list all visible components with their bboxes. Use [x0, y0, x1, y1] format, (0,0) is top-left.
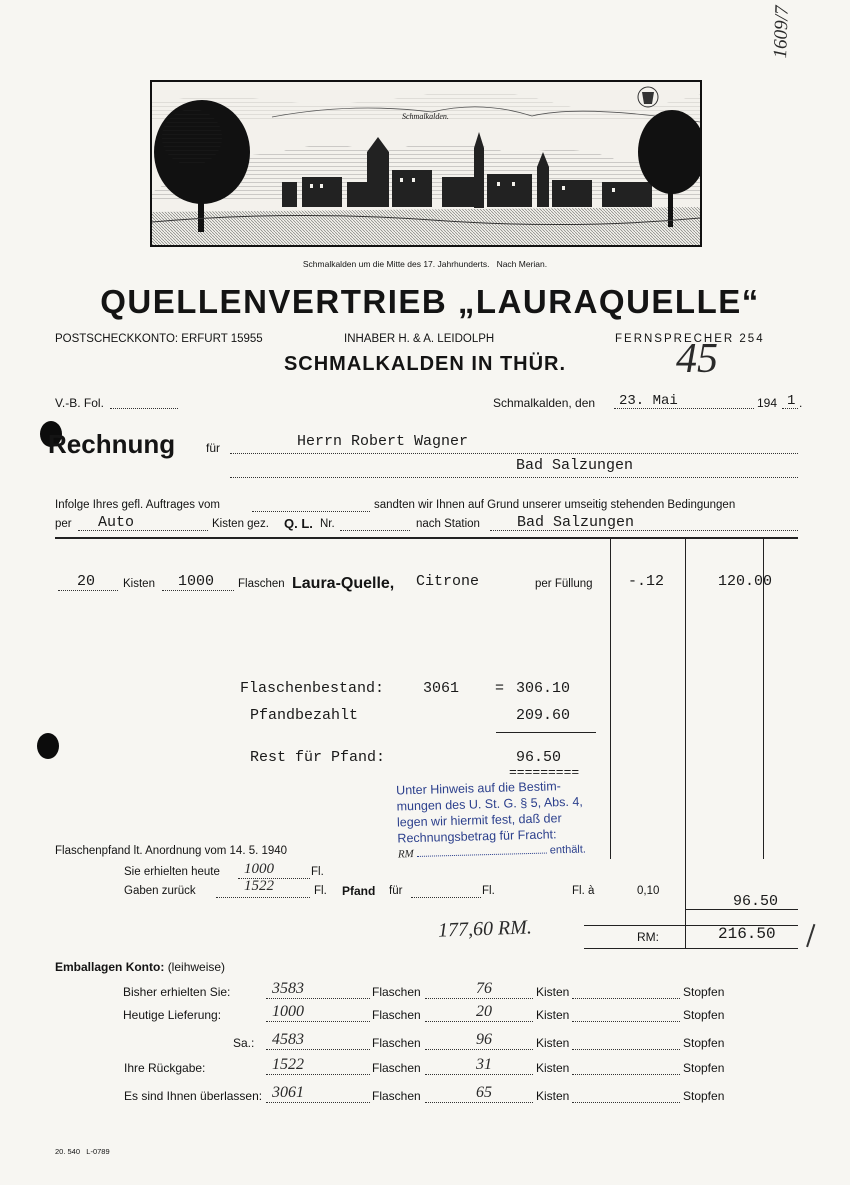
handwritten-total: 177,60 RM.	[437, 916, 533, 942]
kisten-gez-label: Kisten gez.	[212, 518, 269, 530]
packaging-col-stopfen: Stopfen	[683, 1089, 725, 1103]
engraving-caption: Schmalkalden um die Mitte des 17. Jahrhunderts. Nach Merian.	[302, 259, 548, 269]
rest-underline: =========	[509, 765, 580, 780]
packaging-col-stopfen: Stopfen	[683, 1061, 725, 1075]
packaging-title	[55, 960, 225, 974]
stamp-line-3: legen wir hiermit fest, daß der	[396, 811, 562, 830]
place-prefix: Schmalkalden, den	[493, 396, 596, 410]
packaging-row-flaschen: 1522	[272, 1056, 304, 1073]
terms-line-a: Infolge Ihres gefl. Auftrages vom	[55, 499, 220, 511]
packaging-col-flaschen: Flaschen	[372, 1061, 421, 1075]
gaben-value: 1522	[244, 878, 274, 894]
recipient-name: Herrn Robert Wagner	[297, 433, 469, 450]
packaging-col-stopfen: Stopfen	[683, 1008, 725, 1022]
fl-3: Fl.	[482, 885, 495, 897]
flaschen-qty: 1000	[178, 573, 215, 590]
stamp-line-2: mungen des U. St. G. § 5, Abs. 4,	[396, 794, 583, 814]
deposit-rate: 0,10	[637, 885, 660, 897]
packaging-row-label: Heutige Lieferung:	[123, 1008, 222, 1022]
bestand-eq: =	[495, 680, 505, 697]
check-mark	[797, 921, 816, 948]
stamp-enthaelt: enthält.	[549, 843, 587, 857]
fl-2: Fl.	[314, 885, 327, 897]
erhielten-value: 1000	[244, 861, 274, 877]
invoice-title: Rechnung	[48, 429, 176, 459]
engraving-inset-label: Schmalkalden.	[402, 112, 449, 121]
bestand-qty: 3061	[423, 680, 460, 697]
station-label: nach Station	[416, 518, 480, 530]
packaging-col-flaschen: Flaschen	[372, 985, 421, 999]
bestand-value: 306.10	[516, 680, 571, 697]
vb-fol-label: V.-B. Fol.	[55, 396, 104, 410]
owner: INHABER H. & A. LEIDOLPH	[344, 333, 495, 345]
packaging-row-flaschen: 3583	[272, 980, 304, 997]
phone: FERNSPRECHER 254	[615, 333, 765, 345]
pfand-label: Pfand	[342, 884, 376, 898]
terms-line-b: sandten wir Ihnen auf Grund unserer umseitig stehenden Bedingungen	[374, 499, 736, 511]
kisten-qty: 20	[77, 573, 96, 590]
line-total: 120.00	[718, 573, 773, 590]
packaging-col-kisten: Kisten	[536, 985, 570, 999]
kisten-label: Kisten	[123, 578, 155, 590]
pfand-bez-label: Pfandbezahlt	[250, 707, 359, 724]
pfand-fuer: für	[389, 885, 403, 897]
company-name: QUELLENVERTRIEB „LAURAQUELLE“	[100, 283, 760, 320]
unit-price: -.12	[628, 573, 665, 590]
stamp-line-1: Unter Hinweis auf die Bestim-	[396, 779, 561, 798]
bestand-label: Flaschenbestand:	[240, 680, 385, 697]
year-prefix: 194	[757, 396, 778, 410]
station-value: Bad Salzungen	[517, 514, 635, 531]
stamp-rm: RM	[397, 848, 414, 861]
ql-label: Q. L.	[284, 516, 313, 531]
year-dot: .	[799, 396, 803, 410]
product-name: Laura-Quelle,	[292, 575, 395, 592]
packaging-row-flaschen: 1000	[272, 1003, 304, 1020]
recipient-city: Bad Salzungen	[516, 457, 634, 474]
packaging-col-kisten: Kisten	[536, 1061, 570, 1075]
packaging-row-kisten: 31	[476, 1056, 492, 1073]
packaging-row-flaschen: 3061	[272, 1084, 304, 1101]
packaging-subtitle: (leihweise)	[167, 960, 226, 974]
year-digit: 1	[787, 393, 796, 409]
postscheck: POSTSCHECKKONTO: ERFURT 15955	[55, 333, 263, 345]
deposit-anordnung: Flaschenpfand lt. Anordnung vom 14. 5. 1940	[55, 845, 288, 857]
packaging-row-label: Bisher erhielten Sie:	[123, 985, 231, 999]
packaging-col-kisten: Kisten	[536, 1089, 570, 1103]
packaging-row-kisten: 65	[476, 1084, 492, 1101]
gaben-label: Gaben zurück	[124, 885, 196, 897]
tax-stamp	[396, 778, 586, 863]
fl-1: Fl.	[311, 866, 324, 878]
packaging-row-label: Ihre Rückgabe:	[124, 1061, 206, 1075]
rm-total: 216.50	[718, 925, 776, 943]
per-fuellung: per Füllung	[535, 578, 593, 590]
packaging-col-flaschen: Flaschen	[372, 1089, 421, 1103]
packaging-row-kisten: 20	[476, 1003, 492, 1020]
packaging-col-flaschen: Flaschen	[372, 1008, 421, 1022]
rest-value: 96.50	[516, 749, 562, 766]
invoice-date: 23. Mai	[619, 393, 678, 409]
pfand-bez-value: 209.60	[516, 707, 571, 724]
packaging-row-kisten: 76	[476, 980, 492, 997]
packaging-row-label: Es sind Ihnen überlassen:	[124, 1089, 263, 1103]
rm-label: RM:	[637, 930, 659, 944]
nr-label: Nr.	[320, 518, 335, 530]
fl-a: Fl. à	[572, 885, 595, 897]
flaschen-label: Flaschen	[238, 578, 285, 590]
packaging-col-kisten: Kisten	[536, 1008, 570, 1022]
deposit-amount: 96.50	[733, 893, 779, 910]
per-value: Auto	[98, 514, 135, 531]
packaging-title-text: Emballagen Konto:	[55, 960, 165, 974]
engraving-image	[150, 80, 702, 247]
packaging-row-flaschen: 4583	[272, 1031, 304, 1048]
packaging-col-kisten: Kisten	[536, 1036, 570, 1050]
packaging-col-stopfen: Stopfen	[683, 985, 725, 999]
punch-hole-bottom	[37, 733, 59, 759]
packaging-row-label: Sa.:	[233, 1036, 255, 1050]
footer-code: 20. 540 L-0789	[55, 1147, 110, 1156]
town-engraving-svg	[152, 82, 700, 245]
erhielten-label: Sie erhielten heute	[124, 866, 220, 878]
invoice-handwritten-number: 45	[676, 336, 718, 382]
fuer-label: für	[206, 441, 221, 455]
company-city: SCHMALKALDEN IN THÜR.	[283, 353, 567, 375]
margin-note: 1609/7	[770, 5, 793, 59]
rest-label: Rest für Pfand:	[250, 749, 386, 766]
packaging-row-kisten: 96	[476, 1031, 492, 1048]
per-label: per	[55, 518, 72, 530]
product-flavor: Citrone	[416, 573, 480, 590]
packaging-col-stopfen: Stopfen	[683, 1036, 725, 1050]
stamp-line-4: Rechnungsbetrag für Fracht:	[397, 827, 557, 846]
packaging-col-flaschen: Flaschen	[372, 1036, 421, 1050]
